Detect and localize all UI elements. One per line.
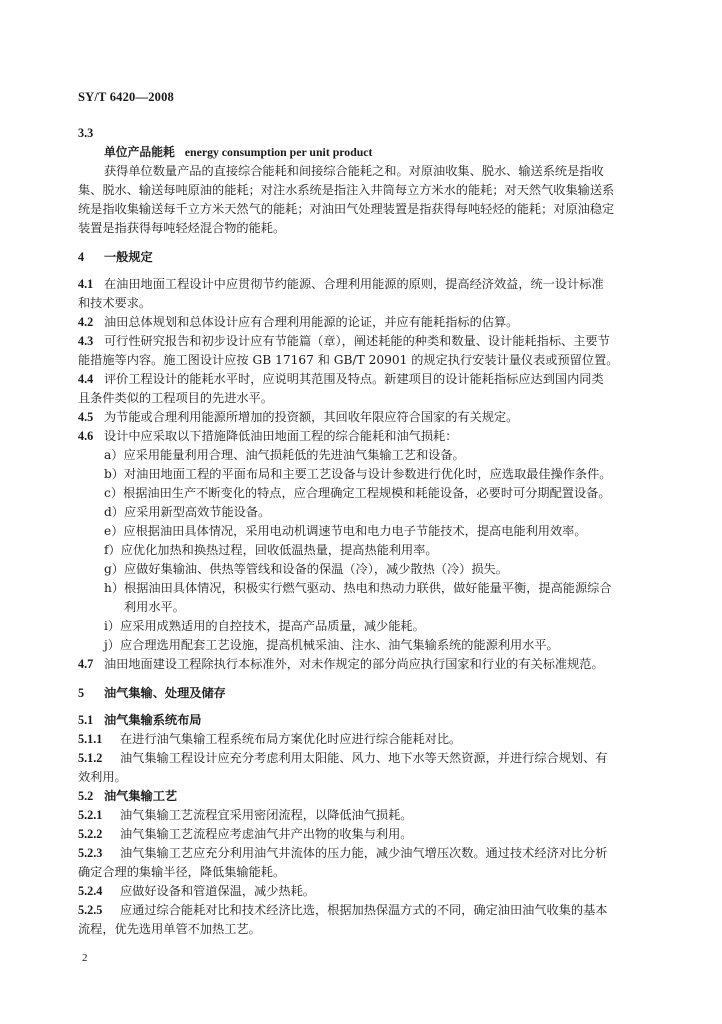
subsection-number: 5.1	[78, 713, 94, 727]
clause-text: 油气集输工艺流程宜采用密闭流程，以降低油气损耗。	[120, 808, 413, 822]
list-item-c: c）根据油田生产不断变化的特点，应合理确定工程规模和耗能设备，必要时可分期配置设备。	[104, 486, 611, 500]
clause-text-cont: 能措施等内容。施工图设计应按 GB 17167 和 GB/T 20901 的规定执行安装计量仪表或预留位置。	[78, 353, 619, 367]
clause-5-2-5	[78, 901, 633, 920]
clause-text-cont: 且条件类似的工程项目的先进水平。	[78, 391, 273, 405]
clause-text: 在进行油气集输工程系统布局方案优化时应进行综合能耗对比。	[120, 732, 462, 746]
definition-line: 统是指收集输送每千立方米天然气的能耗；对油田气处理装置是指获得每吨轻烃的能耗；对原油稳定	[78, 202, 615, 216]
list-item-h: h）根据油田具体情况，积极实行燃气驱动、热电和热动力联供，做好能量平衡，提高能源综合	[104, 581, 612, 595]
clause-text: 油气集输工艺应充分利用油气井流体的压力能，减少油气增压次数。通过技术经济对比分析	[120, 846, 608, 860]
clause-number: 4.4	[78, 372, 94, 386]
list-item-j: j）应合理选用配套工艺设施，提高机械采油、注水、油气集输系统的能源利用水平。	[104, 638, 559, 652]
clause-text: 油田总体规划和总体设计应有合理利用能源的论证，并应有能耗指标的估算。	[104, 315, 519, 329]
list-item-e: e）应根据油田具体情况，采用电动机调速节电和电力电子节能技术，提高电能利用效率。	[104, 524, 587, 538]
clause-4-4	[78, 370, 633, 389]
clause-text: 在油田地面工程设计中应贯彻节约能源、合理利用能源的原则，提高经济效益，统一设计标准	[104, 277, 604, 291]
section-heading-4	[78, 248, 633, 267]
clause-text-cont: 效利用。	[78, 770, 127, 784]
clause-number: 4.1	[78, 277, 94, 291]
list-item-a: a）应采用能量利用合理、油气损耗低的先进油气集输工艺和设备。	[104, 448, 465, 462]
clause-text: 为节能或合理利用能源所增加的投资额，其回收年限应符合国家的有关规定。	[104, 410, 519, 424]
definition-line: 装置是指获得每吨轻烃混合物的能耗。	[78, 221, 286, 235]
subsection-heading-5-2	[78, 787, 633, 806]
section-title: 一般规定	[104, 250, 153, 264]
list-item-f: f）应优化加热和换热过程，回收低温热量，提高热能利用率。	[104, 543, 438, 557]
clause-number: 4.5	[78, 410, 94, 424]
subsection-heading-5-1	[78, 711, 633, 730]
definition-line: 获得单位数量产品的直接综合能耗和间接综合能耗之和。对原油收集、脱水、输送系统是指收	[104, 164, 604, 178]
subsection-title: 油气集输系统布局	[104, 713, 202, 727]
list-item-i: i）应采用成熟适用的自控技术，提高产品质量，减少能耗。	[104, 619, 425, 633]
clause-text-cont: 和技术要求。	[78, 296, 152, 310]
list-item-b: b）对油田地面工程的平面布局和主要工艺设备与设计参数进行优化时，应选取最佳操作条件。	[104, 467, 612, 481]
term-title-en: energy consumption per unit product	[184, 145, 373, 159]
clause-4-3	[78, 332, 633, 351]
clause-text: 油气集输工程设计应充分考虑利用太阳能、风力、地下水等天然资源，并进行综合规划、有	[120, 751, 608, 765]
clause-text: 评价工程设计的能耗水平时，应说明其范围及特点。新建项目的设计能耗指标应达到国内同类	[104, 372, 604, 386]
clause-4-2	[78, 313, 633, 332]
clause-5-1-2	[78, 749, 633, 768]
section-number: 5	[78, 686, 85, 700]
clause-4-5	[78, 408, 633, 427]
list-item-g: g）应做好集输油、供热等管线和设备的保温（冷），减少散热（冷）损失。	[104, 562, 508, 576]
clause-number: 5.1.1	[78, 732, 103, 746]
term-title	[78, 143, 633, 162]
clause-number: 4.2	[78, 315, 94, 329]
clause-5-1-1	[78, 730, 633, 749]
clause-5-2-2	[78, 825, 633, 844]
clause-5-2-1	[78, 806, 633, 825]
page-number: 2	[82, 952, 88, 964]
clause-number-3-3: 3.3	[78, 126, 94, 140]
clause-text: 油气集输工艺流程应考虑油气井产出物的收集与利用。	[120, 827, 413, 841]
clause-text: 应做好设备和管道保温，减少热耗。	[120, 884, 315, 898]
clause-text: 应通过综合能耗对比和技术经济比选，根据加热保温方式的不同，确定油田油气收集的基本	[120, 903, 608, 917]
clause-text: 油田地面建设工程除执行本标准外，对未作规定的部分尚应执行国家和行业的有关标准规范。	[104, 657, 604, 671]
clause-text: 设计中应采取以下措施降低油田地面工程的综合能耗和油气损耗：	[104, 429, 458, 443]
clause-number: 4.3	[78, 334, 94, 348]
clause-4-7	[78, 655, 633, 674]
clause-number: 5.2.5	[78, 903, 103, 917]
section-number: 4	[78, 250, 85, 264]
subsection-title: 油气集输工艺	[104, 789, 178, 803]
page-content	[78, 124, 633, 939]
list-item-d: d）应采用新型高效节能设备。	[104, 505, 271, 519]
clause-number: 5.2.1	[78, 808, 103, 822]
definition-line: 集、脱水、输送每吨原油的能耗；对注水系统是指注入井筒每立方米水的能耗；对天然气收集输送系	[78, 183, 615, 197]
clause-number: 5.2.4	[78, 884, 103, 898]
clause-number: 4.7	[78, 657, 94, 671]
list-item-h-cont: 利用水平。	[124, 600, 185, 614]
section-title: 油气集输、处理及储存	[104, 686, 226, 700]
clause-text: 可行性研究报告和初步设计应有节能篇（章），阐述耗能的种类和数量、设计能耗指标、主要节	[104, 334, 610, 348]
clause-number: 5.1.2	[78, 751, 103, 765]
clause-4-1	[78, 275, 633, 294]
clause-number: 5.2.3	[78, 846, 103, 860]
section-heading-5	[78, 684, 633, 703]
clause-number: 4.6	[78, 429, 94, 443]
subsection-number: 5.2	[78, 789, 94, 803]
clause-text-cont: 流程，优先选用单管不加热工艺。	[78, 922, 261, 936]
clause-5-2-3	[78, 844, 633, 863]
clause-number: 5.2.2	[78, 827, 103, 841]
clause-5-2-4	[78, 882, 633, 901]
standard-code: SY/T 6420—2008	[78, 90, 174, 104]
clause-4-6	[78, 427, 633, 446]
clause-text-cont: 确定合理的集输半径，降低集输能耗。	[78, 865, 286, 879]
term-title-cn: 单位产品能耗	[104, 145, 175, 159]
